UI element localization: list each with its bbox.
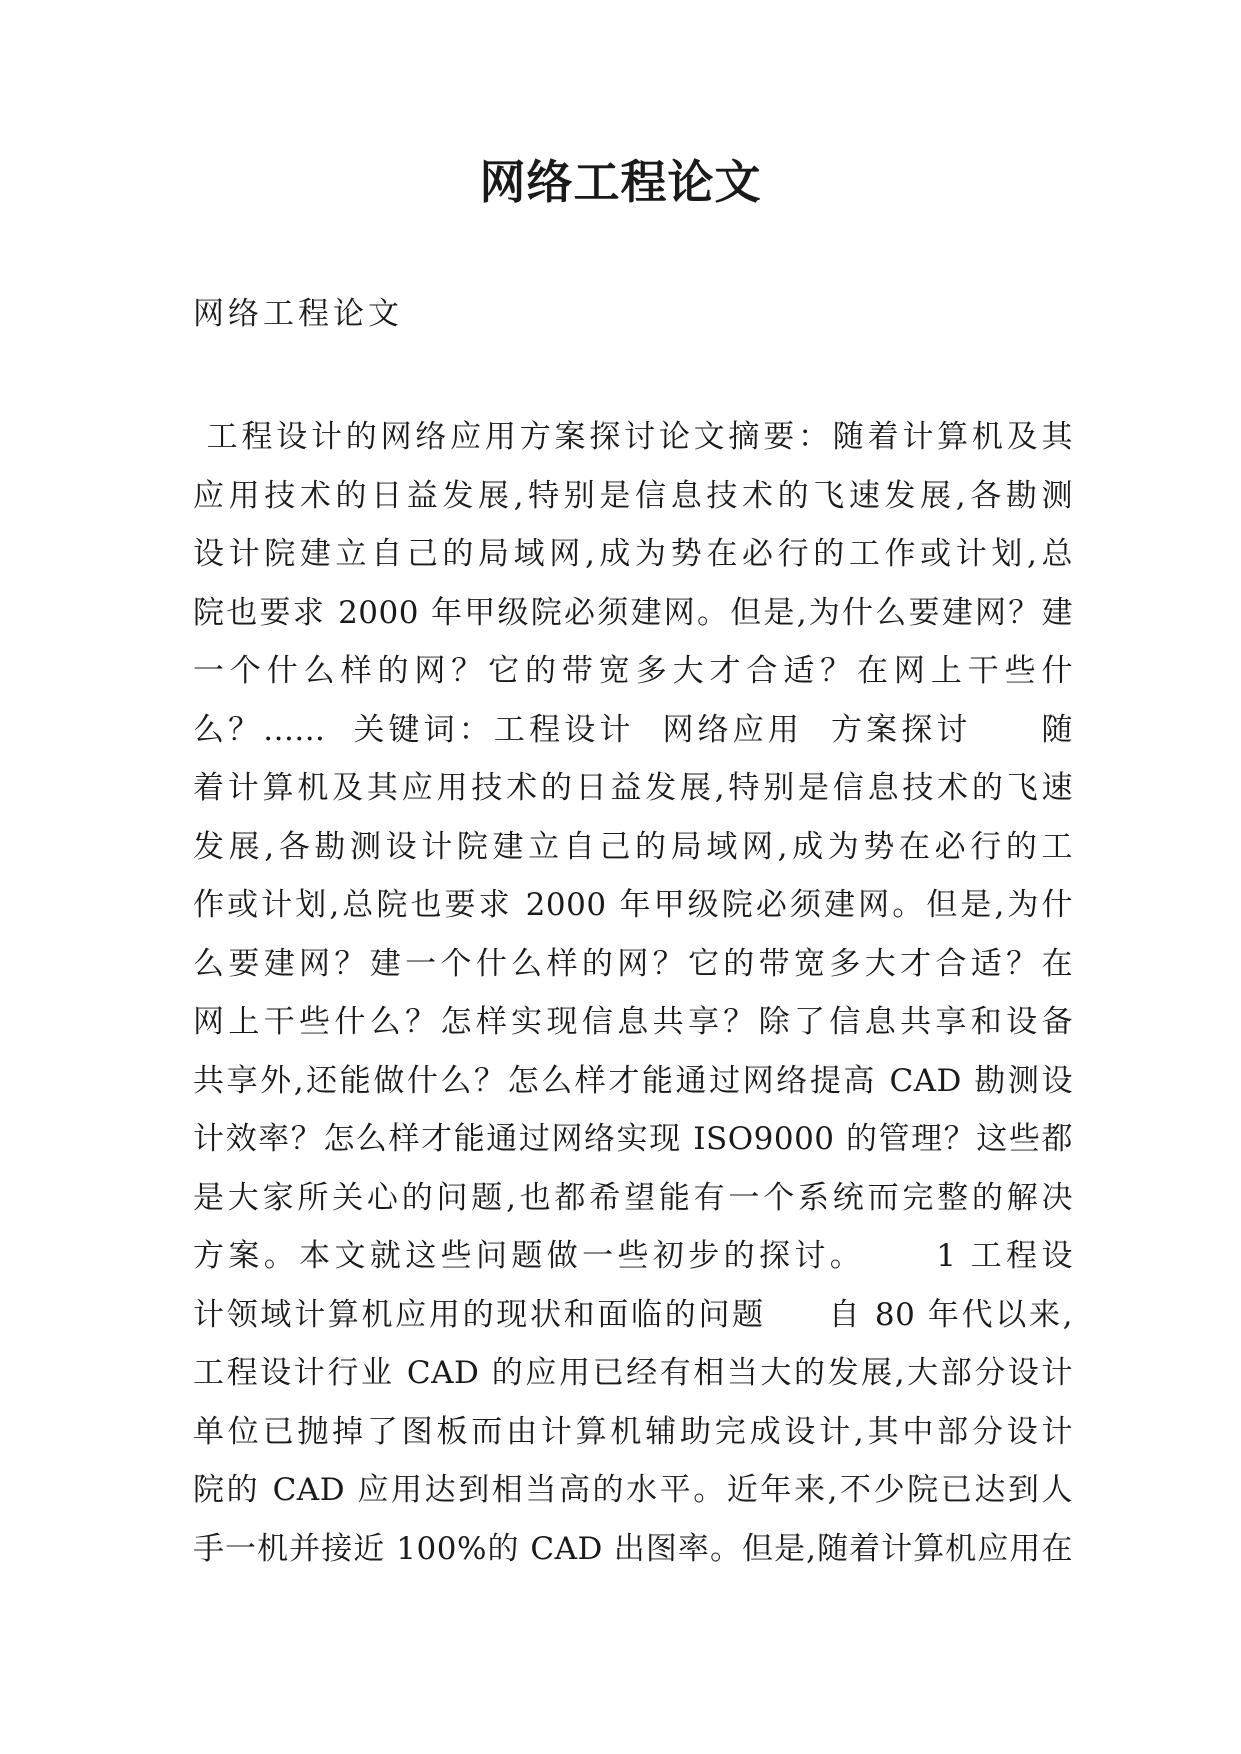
body-line: 作或计划,总院也要求 2000 年甲级院必须建网。但是,为什	[193, 887, 1073, 923]
body-line: 工程设计行业 CAD 的应用已经有相当大的发展,大部分设计	[193, 1355, 1073, 1391]
body-line: 么？...... 关键词：工程设计 网络应用 方案探讨 随	[193, 711, 1073, 748]
body-line: 工程设计的网络应用方案探讨论文摘要：随着计算机及其	[193, 419, 1073, 455]
body-line: 共享外,还能做什么？怎么样才能通过网络提高 CAD 勘测设	[193, 1062, 1073, 1099]
body-line: 计领域计算机应用的现状和面临的问题 自 80 年代以来,	[193, 1296, 1073, 1333]
body-line: 是大家所关心的问题,也都希望能有一个系统而完整的解决	[193, 1179, 1073, 1216]
body-line: 着计算机及其应用技术的日益发展,特别是信息技术的飞速	[193, 770, 1073, 806]
body-line: 院的 CAD 应用达到相当高的水平。近年来,不少院已达到人	[193, 1472, 1073, 1508]
body-line: 单位已抛掉了图板而由计算机辅助完成设计,其中部分设计	[193, 1413, 1073, 1450]
body-line: 方案。本文就这些问题做一些初步的探讨。 1 工程设	[193, 1238, 1073, 1274]
document-title: 网络工程论文	[479, 155, 762, 209]
body-line: 发展,各勘测设计院建立自己的局域网,成为势在必行的工	[193, 828, 1073, 865]
body-line: 一个什么样的网？它的带宽多大才合适？在网上干些什	[193, 653, 1073, 689]
body-line: 计效率？怎么样才能通过网络实现 ISO9000 的管理？这些都	[193, 1121, 1073, 1157]
body-line: 手一机并接近 100%的 CAD 出图率。但是,随着计算机应用在	[193, 1530, 1073, 1567]
document-subtitle: 网络工程论文	[193, 296, 403, 332]
body-line: 网上干些什么？怎样实现信息共享？除了信息共享和设备	[193, 1004, 1073, 1040]
body-line: 么要建网？建一个什么样的网？它的带宽多大才合适？在	[193, 945, 1073, 982]
body-line: 院也要求 2000 年甲级院必须建网。但是,为什么要建网？建	[193, 594, 1073, 631]
body-text	[193, 408, 1073, 1578]
body-line: 设计院建立自己的局域网,成为势在必行的工作或计划,总	[193, 536, 1073, 572]
body-line: 应用技术的日益发展,特别是信息技术的飞速发展,各勘测	[193, 477, 1073, 514]
